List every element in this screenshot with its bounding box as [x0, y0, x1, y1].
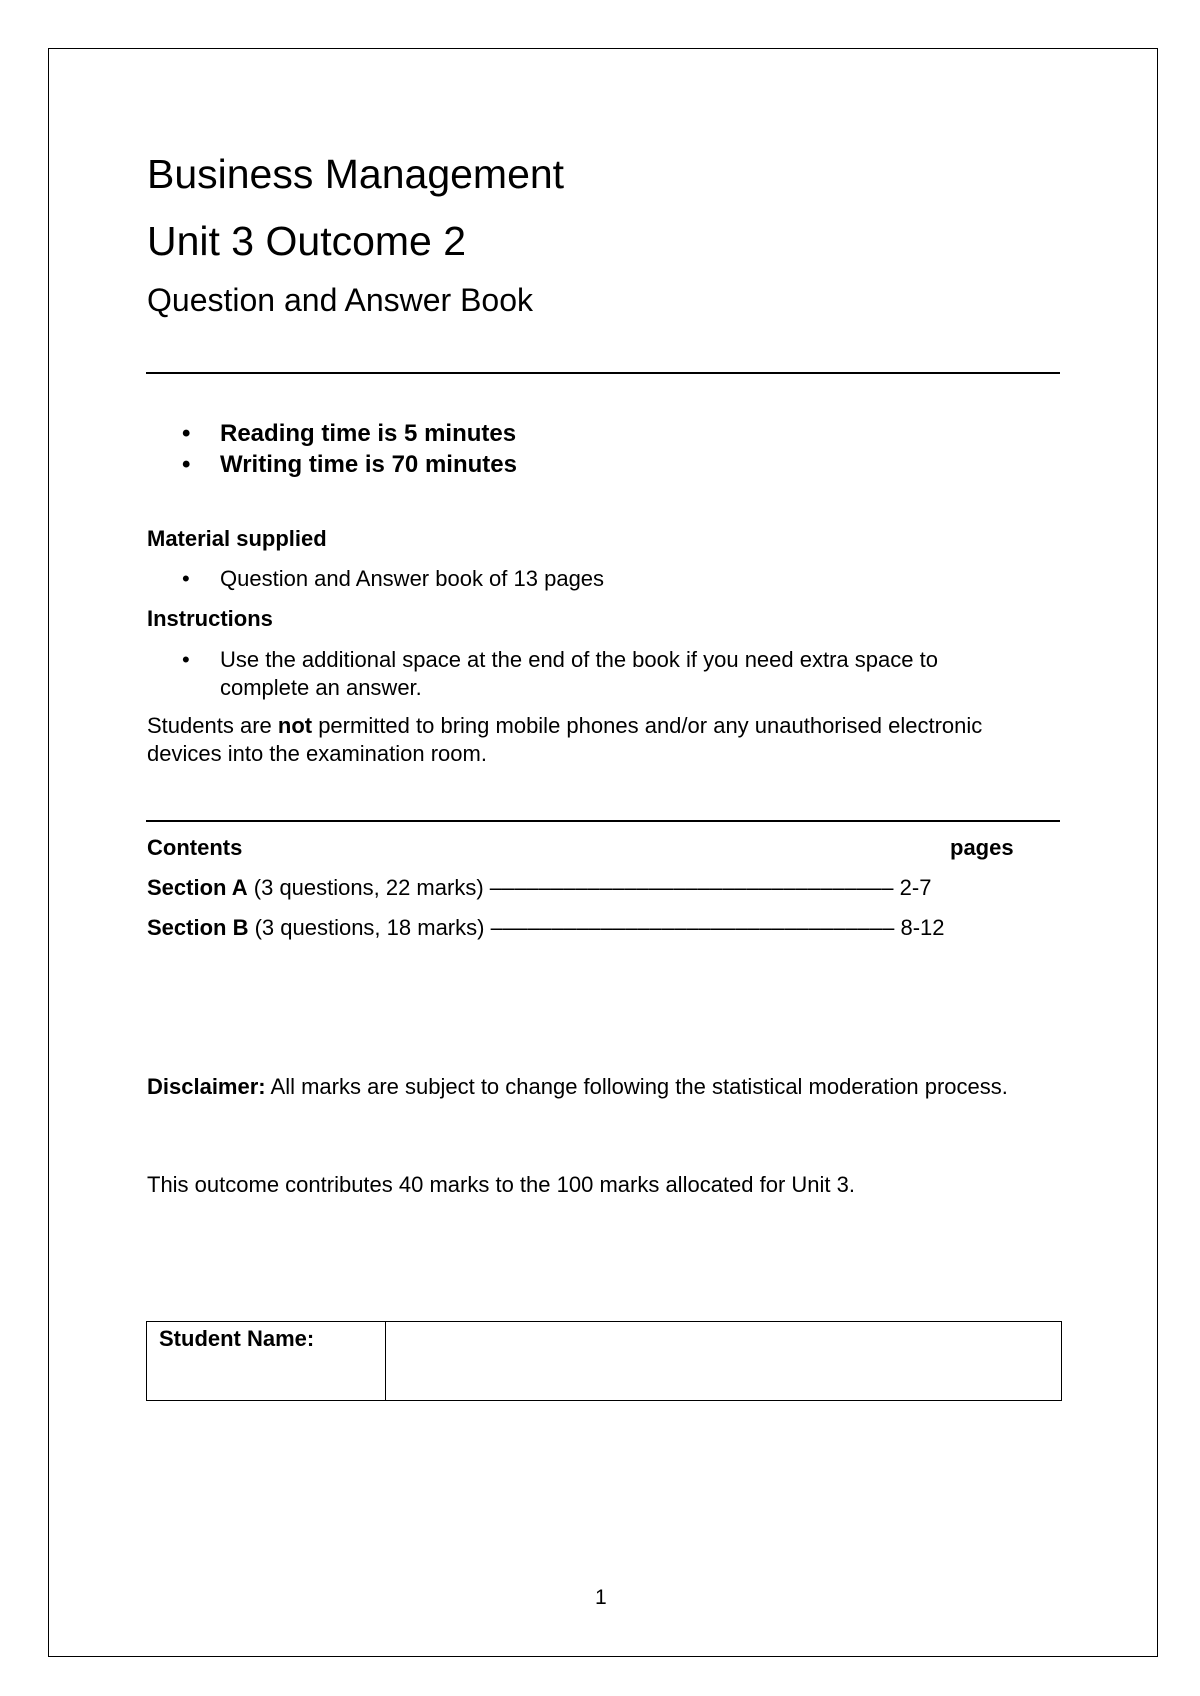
instructions-list	[147, 646, 1027, 702]
pages-heading: pages	[950, 835, 1014, 860]
instruction-item: • Use the additional space at the end of the book if you need extra space to complete an answer.	[147, 646, 1027, 702]
instructions-heading: Instructions	[147, 606, 273, 631]
material-heading: Material supplied	[147, 526, 327, 551]
material-item: • Question and Answer book of 13 pages	[147, 565, 604, 593]
contents-row-section-a: Section A (3 questions, 22 marks) ––––––––––––––––––––––––––––––––– 2-7	[147, 875, 932, 900]
reading-time: • Reading time is 5 minutes	[147, 418, 517, 449]
contents-heading: Contents	[147, 835, 243, 860]
contents-row-section-b: Section B (3 questions, 18 marks) ––––––––––––––––––––––––––––––––– 8-12	[147, 915, 945, 940]
contents-divider	[146, 820, 1060, 822]
header-divider	[146, 372, 1060, 374]
writing-time: • Writing time is 70 minutes	[147, 449, 517, 480]
page-number: 1	[595, 1586, 607, 1609]
unit-title: Unit 3 Outcome 2	[147, 218, 467, 264]
device-policy: Students are not permitted to bring mobile phones and/or any unauthorised electronic devices into the examination room.	[147, 713, 983, 766]
disclaimer: Disclaimer: All marks are subject to change following the statistical moderation process.	[147, 1074, 1008, 1099]
student-name-field[interactable]	[386, 1322, 1062, 1401]
student-name-label: Student Name:	[147, 1322, 386, 1401]
time-list	[147, 418, 517, 480]
material-list	[147, 565, 604, 593]
subject-title: Business Management	[147, 151, 565, 197]
student-name-table	[146, 1321, 1062, 1401]
outcome-note: This outcome contributes 40 marks to the 100 marks allocated for Unit 3.	[147, 1172, 855, 1197]
book-title: Question and Answer Book	[147, 282, 534, 318]
